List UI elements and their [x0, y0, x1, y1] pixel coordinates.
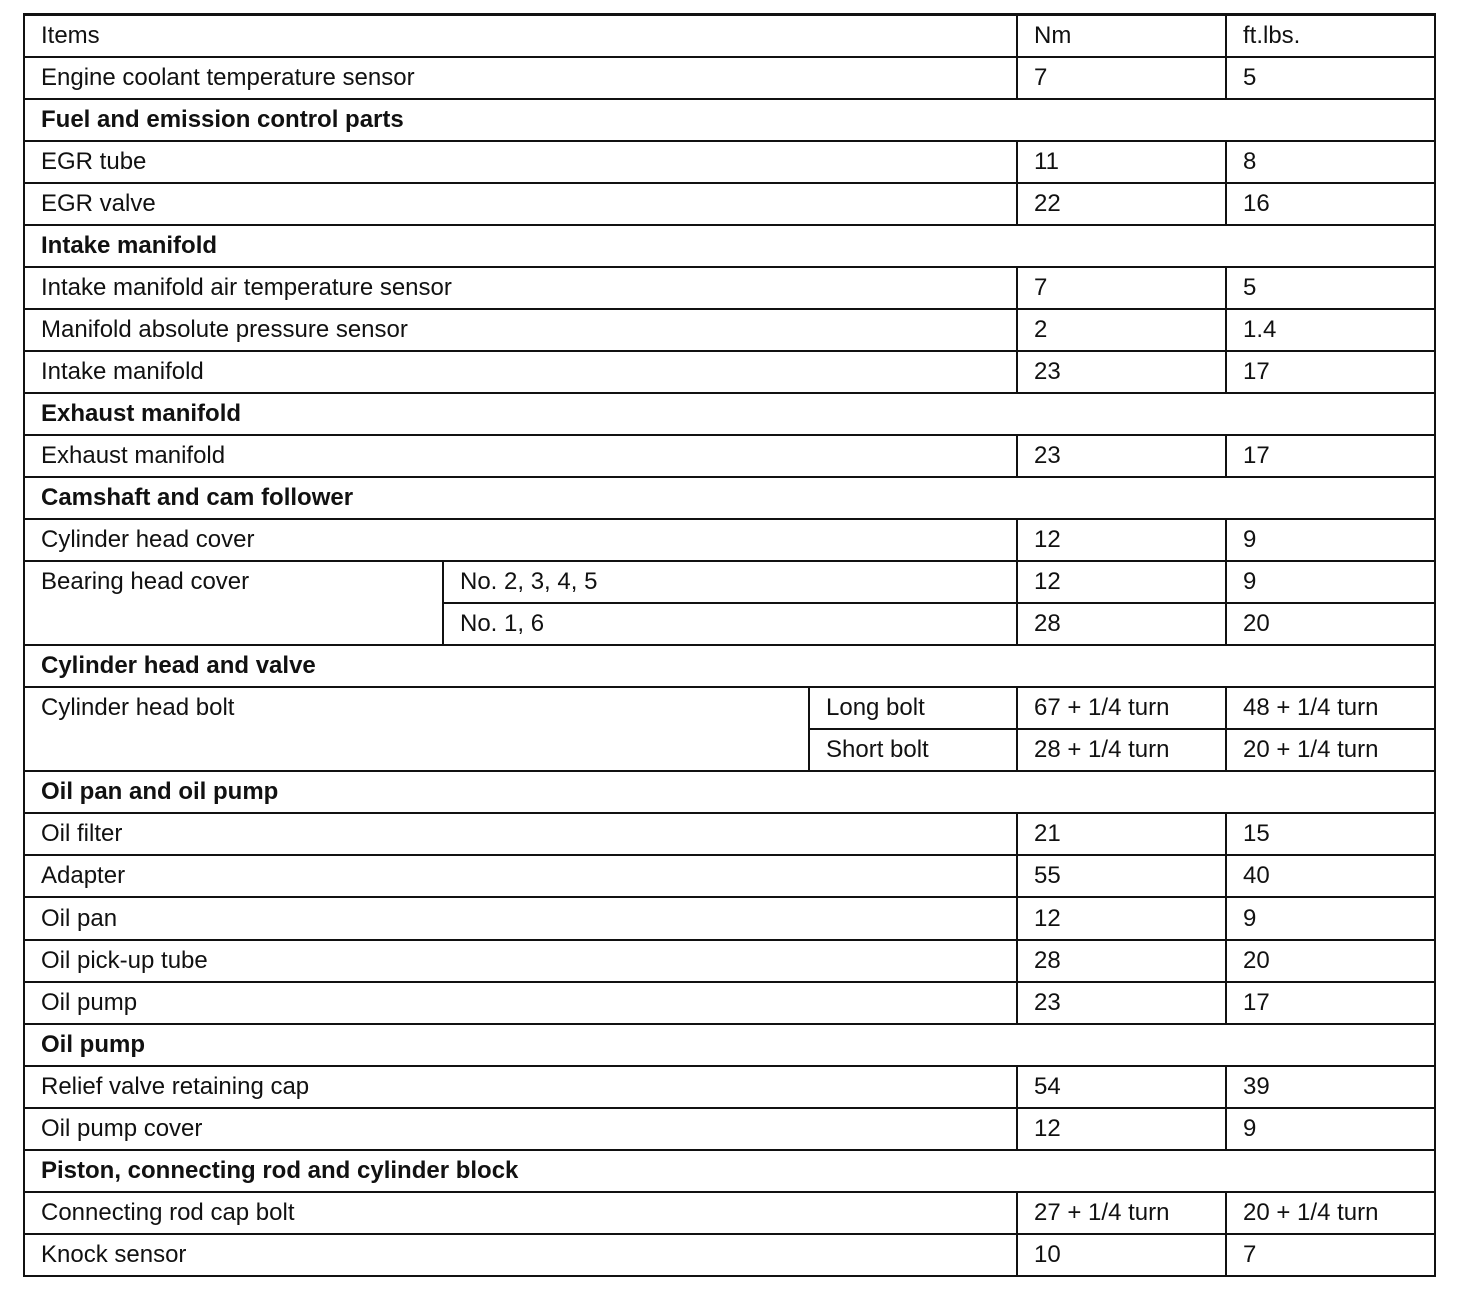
- ftlbs-cell: 20 + 1/4 turn: [1226, 1192, 1435, 1234]
- nm-cell: 12: [1017, 897, 1226, 939]
- nm-cell: 28 + 1/4 turn: [1017, 729, 1226, 771]
- section-heading: Oil pan and oil pump: [24, 771, 1435, 813]
- nm-cell: 11: [1017, 141, 1226, 183]
- section-heading: Oil pump: [24, 1024, 1435, 1066]
- item-cell: Oil pan: [24, 897, 1017, 939]
- section-heading: Cylinder head and valve: [24, 645, 1435, 687]
- section-row: [24, 477, 1435, 519]
- table-row: [24, 351, 1435, 393]
- nm-cell: 67 + 1/4 turn: [1017, 687, 1226, 729]
- section-heading: Fuel and emission control parts: [24, 99, 1435, 141]
- table-row: [24, 1234, 1435, 1276]
- table-row: [24, 897, 1435, 939]
- section-row: [24, 1024, 1435, 1066]
- nm-cell: 21: [1017, 813, 1226, 855]
- nm-cell: 12: [1017, 561, 1226, 603]
- ftlbs-cell: 1.4: [1226, 309, 1435, 351]
- ftlbs-cell: 17: [1226, 351, 1435, 393]
- section-row: [24, 1150, 1435, 1192]
- nm-cell: 23: [1017, 351, 1226, 393]
- ftlbs-cell: 48 + 1/4 turn: [1226, 687, 1435, 729]
- nm-cell: 28: [1017, 603, 1226, 645]
- item-cell: Exhaust manifold: [24, 435, 1017, 477]
- section-heading: Camshaft and cam follower: [24, 477, 1435, 519]
- nm-cell: 7: [1017, 267, 1226, 309]
- ftlbs-cell: 20 + 1/4 turn: [1226, 729, 1435, 771]
- sub-item-cell: Long bolt: [809, 687, 1017, 729]
- table-row: [24, 141, 1435, 183]
- table-header-row: [24, 15, 1435, 57]
- nm-cell: 10: [1017, 1234, 1226, 1276]
- ftlbs-cell: 17: [1226, 435, 1435, 477]
- table-row: [24, 183, 1435, 225]
- table-row: [24, 1108, 1435, 1150]
- ftlbs-cell: 20: [1226, 603, 1435, 645]
- nm-cell: 55: [1017, 855, 1226, 897]
- ftlbs-cell: 16: [1226, 183, 1435, 225]
- nm-cell: 23: [1017, 982, 1226, 1024]
- table-row: [24, 982, 1435, 1024]
- ftlbs-cell: 5: [1226, 267, 1435, 309]
- ftlbs-cell: 5: [1226, 57, 1435, 99]
- table-row: [24, 57, 1435, 99]
- ftlbs-cell: 15: [1226, 813, 1435, 855]
- item-cell: Knock sensor: [24, 1234, 1017, 1276]
- torque-spec-table: [23, 13, 1436, 1277]
- item-cell: Connecting rod cap bolt: [24, 1192, 1017, 1234]
- table-row: [24, 435, 1435, 477]
- item-cell: Bearing head cover: [24, 561, 443, 645]
- ftlbs-cell: 17: [1226, 982, 1435, 1024]
- table-row: [24, 1066, 1435, 1108]
- sub-item-cell: No. 2, 3, 4, 5: [443, 561, 1017, 603]
- table-row: [24, 519, 1435, 561]
- item-cell: Oil pump: [24, 982, 1017, 1024]
- ftlbs-cell: 9: [1226, 897, 1435, 939]
- section-heading: Exhaust manifold: [24, 393, 1435, 435]
- sub-item-cell: No. 1, 6: [443, 603, 1017, 645]
- ftlbs-cell: 20: [1226, 940, 1435, 982]
- ftlbs-cell: 40: [1226, 855, 1435, 897]
- item-cell: Engine coolant temperature sensor: [24, 57, 1017, 99]
- ftlbs-cell: 9: [1226, 519, 1435, 561]
- item-cell: Oil filter: [24, 813, 1017, 855]
- table-row: [24, 855, 1435, 897]
- nm-cell: 27 + 1/4 turn: [1017, 1192, 1226, 1234]
- section-row: [24, 645, 1435, 687]
- item-cell: Adapter: [24, 855, 1017, 897]
- nm-cell: 28: [1017, 940, 1226, 982]
- section-row: [24, 225, 1435, 267]
- item-cell: Intake manifold air temperature sensor: [24, 267, 1017, 309]
- nm-cell: 22: [1017, 183, 1226, 225]
- item-cell: Oil pump cover: [24, 1108, 1017, 1150]
- table-row: [24, 1192, 1435, 1234]
- section-heading: Piston, connecting rod and cylinder block: [24, 1150, 1435, 1192]
- section-row: [24, 771, 1435, 813]
- table-row: [24, 940, 1435, 982]
- item-cell: Relief valve retaining cap: [24, 1066, 1017, 1108]
- ftlbs-cell: 9: [1226, 561, 1435, 603]
- item-cell: EGR tube: [24, 141, 1017, 183]
- nm-cell: 12: [1017, 519, 1226, 561]
- ftlbs-cell: 7: [1226, 1234, 1435, 1276]
- nm-cell: 23: [1017, 435, 1226, 477]
- section-heading: Intake manifold: [24, 225, 1435, 267]
- ftlbs-cell: 8: [1226, 141, 1435, 183]
- item-cell: Cylinder head bolt: [24, 687, 809, 771]
- ftlbs-cell: 9: [1226, 1108, 1435, 1150]
- table-row: [24, 687, 1435, 729]
- table-row: [24, 561, 1435, 603]
- item-cell: Oil pick-up tube: [24, 940, 1017, 982]
- item-cell: EGR valve: [24, 183, 1017, 225]
- nm-cell: 2: [1017, 309, 1226, 351]
- item-cell: Intake manifold: [24, 351, 1017, 393]
- header-ftlbs: ft.lbs.: [1226, 15, 1435, 57]
- item-cell: Manifold absolute pressure sensor: [24, 309, 1017, 351]
- table-row: [24, 309, 1435, 351]
- item-cell: Cylinder head cover: [24, 519, 1017, 561]
- nm-cell: 7: [1017, 57, 1226, 99]
- header-items: Items: [24, 15, 1017, 57]
- sub-item-cell: Short bolt: [809, 729, 1017, 771]
- nm-cell: 12: [1017, 1108, 1226, 1150]
- nm-cell: 54: [1017, 1066, 1226, 1108]
- header-nm: Nm: [1017, 15, 1226, 57]
- table-row: [24, 813, 1435, 855]
- section-row: [24, 99, 1435, 141]
- section-row: [24, 393, 1435, 435]
- ftlbs-cell: 39: [1226, 1066, 1435, 1108]
- table-row: [24, 267, 1435, 309]
